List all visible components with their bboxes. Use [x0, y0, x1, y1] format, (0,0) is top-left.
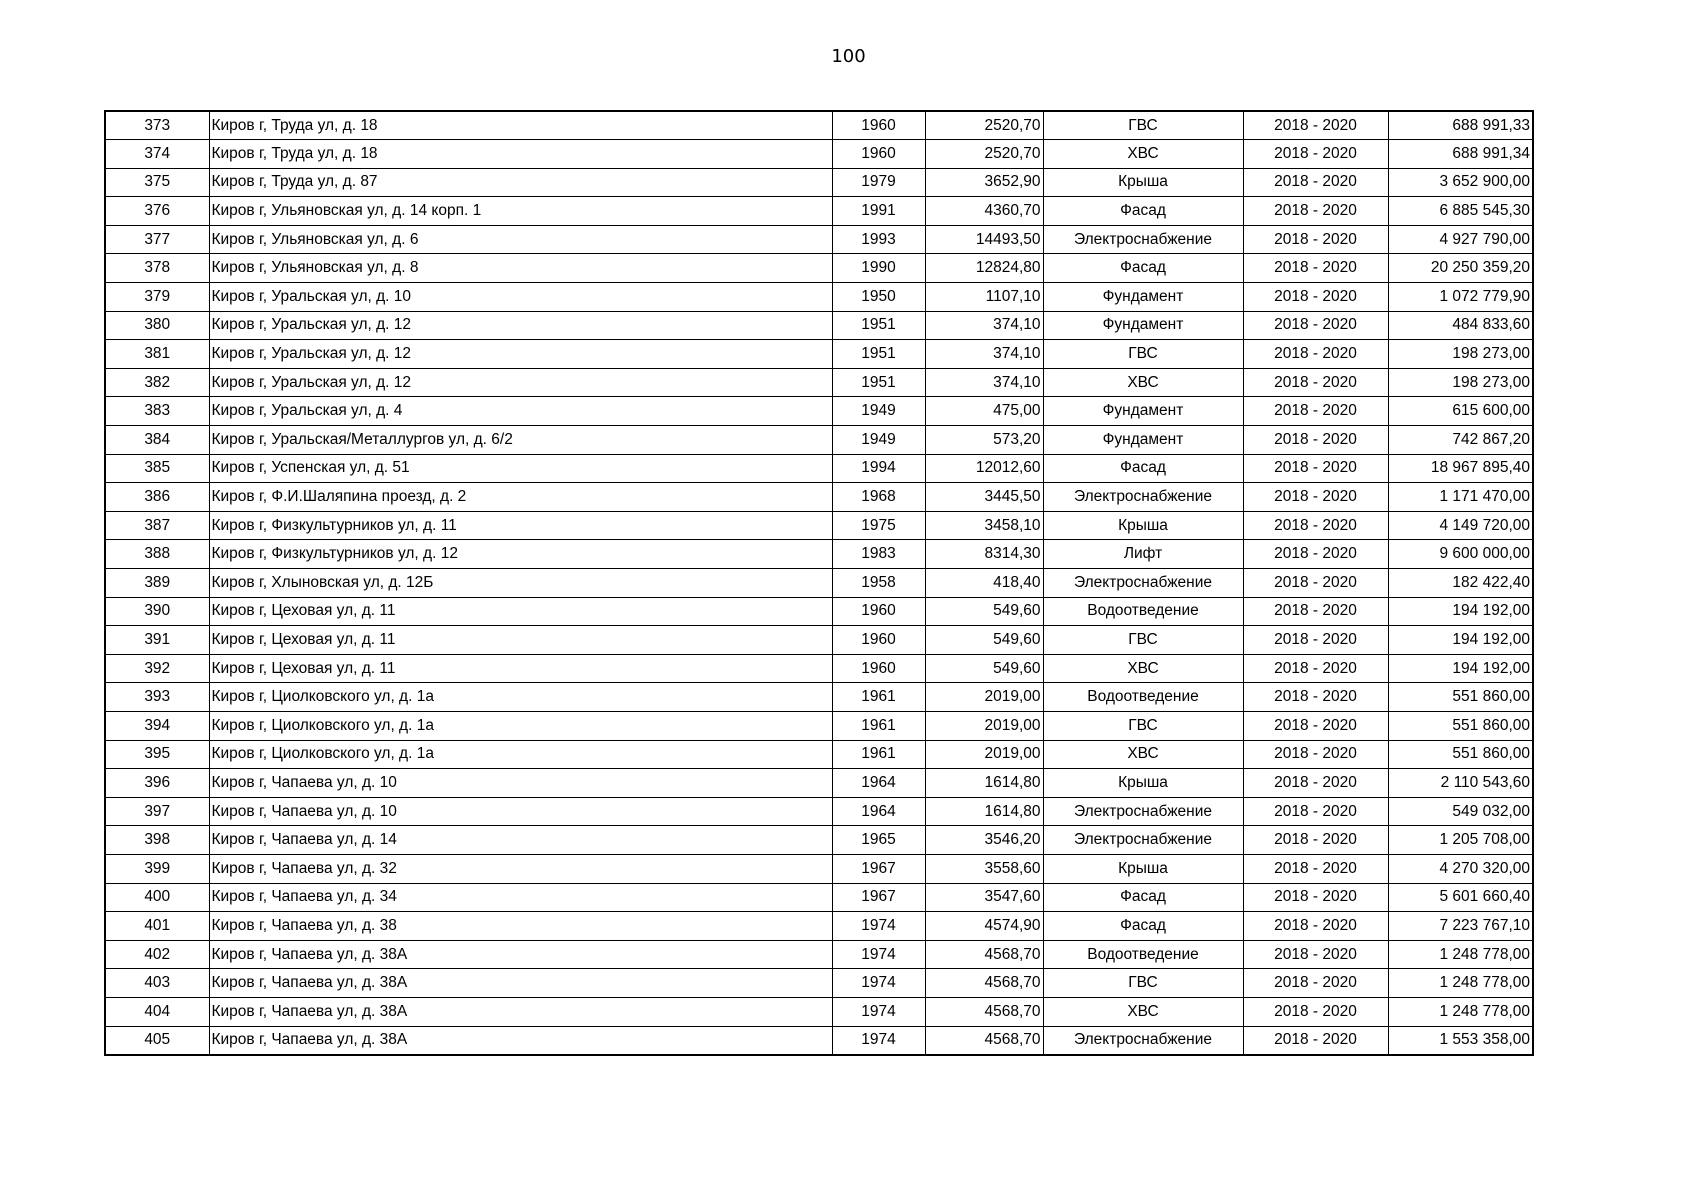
year-built-cell: 1951 — [832, 340, 925, 369]
area-cell: 549,60 — [925, 654, 1043, 683]
year-built-cell: 1958 — [832, 569, 925, 598]
period-cell: 2018 - 2020 — [1243, 340, 1388, 369]
work-type-cell: Фундамент — [1043, 426, 1243, 455]
row-number-cell: 399 — [105, 854, 209, 883]
period-cell: 2018 - 2020 — [1243, 426, 1388, 455]
area-cell: 1107,10 — [925, 283, 1043, 312]
area-cell: 2019,00 — [925, 740, 1043, 769]
row-number-cell: 382 — [105, 368, 209, 397]
address-cell: Киров г, Труда ул, д. 87 — [209, 168, 832, 197]
cost-cell: 4 270 320,00 — [1388, 854, 1533, 883]
period-cell: 2018 - 2020 — [1243, 940, 1388, 969]
cost-cell: 1 248 778,00 — [1388, 940, 1533, 969]
page-number: 100 — [831, 46, 866, 67]
cost-cell: 7 223 767,10 — [1388, 912, 1533, 941]
row-number-cell: 400 — [105, 883, 209, 912]
address-cell: Киров г, Уральская ул, д. 12 — [209, 340, 832, 369]
cost-cell: 1 072 779,90 — [1388, 283, 1533, 312]
row-number-cell: 396 — [105, 769, 209, 798]
period-cell: 2018 - 2020 — [1243, 1026, 1388, 1055]
records-table — [104, 110, 1534, 1056]
period-cell: 2018 - 2020 — [1243, 997, 1388, 1026]
row-number-cell: 383 — [105, 397, 209, 426]
address-cell: Киров г, Циолковского ул, д. 1а — [209, 740, 832, 769]
cost-cell: 688 991,33 — [1388, 111, 1533, 140]
period-cell: 2018 - 2020 — [1243, 683, 1388, 712]
area-cell: 1614,80 — [925, 769, 1043, 798]
year-built-cell: 1991 — [832, 197, 925, 226]
work-type-cell: ХВС — [1043, 140, 1243, 169]
period-cell: 2018 - 2020 — [1243, 597, 1388, 626]
table-row — [105, 569, 1533, 598]
area-cell: 2019,00 — [925, 683, 1043, 712]
row-number-cell: 374 — [105, 140, 209, 169]
area-cell: 374,10 — [925, 368, 1043, 397]
table-row — [105, 254, 1533, 283]
year-built-cell: 1951 — [832, 368, 925, 397]
work-type-cell: ГВС — [1043, 969, 1243, 998]
period-cell: 2018 - 2020 — [1243, 969, 1388, 998]
area-cell: 3546,20 — [925, 826, 1043, 855]
area-cell: 3547,60 — [925, 883, 1043, 912]
cost-cell: 484 833,60 — [1388, 311, 1533, 340]
year-built-cell: 1994 — [832, 454, 925, 483]
area-cell: 2520,70 — [925, 140, 1043, 169]
period-cell: 2018 - 2020 — [1243, 197, 1388, 226]
table-row — [105, 340, 1533, 369]
cost-cell: 1 248 778,00 — [1388, 997, 1533, 1026]
area-cell: 4568,70 — [925, 969, 1043, 998]
table-row — [105, 969, 1533, 998]
year-built-cell: 1975 — [832, 511, 925, 540]
work-type-cell: Фундамент — [1043, 283, 1243, 312]
row-number-cell: 386 — [105, 483, 209, 512]
table-row — [105, 397, 1533, 426]
address-cell: Киров г, Цеховая ул, д. 11 — [209, 654, 832, 683]
year-built-cell: 1960 — [832, 626, 925, 655]
table-row — [105, 597, 1533, 626]
area-cell: 1614,80 — [925, 797, 1043, 826]
table-row — [105, 997, 1533, 1026]
year-built-cell: 1961 — [832, 683, 925, 712]
table-row — [105, 225, 1533, 254]
area-cell: 14493,50 — [925, 225, 1043, 254]
row-number-cell: 385 — [105, 454, 209, 483]
address-cell: Киров г, Чапаева ул, д. 38А — [209, 1026, 832, 1055]
work-type-cell: Лифт — [1043, 540, 1243, 569]
work-type-cell: Электроснабжение — [1043, 797, 1243, 826]
work-type-cell: Электроснабжение — [1043, 569, 1243, 598]
row-number-cell: 375 — [105, 168, 209, 197]
work-type-cell: Фундамент — [1043, 397, 1243, 426]
cost-cell: 1 171 470,00 — [1388, 483, 1533, 512]
area-cell: 374,10 — [925, 340, 1043, 369]
area-cell: 2019,00 — [925, 711, 1043, 740]
address-cell: Киров г, Цеховая ул, д. 11 — [209, 626, 832, 655]
row-number-cell: 390 — [105, 597, 209, 626]
work-type-cell: Электроснабжение — [1043, 225, 1243, 254]
cost-cell: 551 860,00 — [1388, 740, 1533, 769]
cost-cell: 194 192,00 — [1388, 654, 1533, 683]
year-built-cell: 1949 — [832, 426, 925, 455]
address-cell: Киров г, Чапаева ул, д. 34 — [209, 883, 832, 912]
work-type-cell: ХВС — [1043, 654, 1243, 683]
work-type-cell: ХВС — [1043, 740, 1243, 769]
period-cell: 2018 - 2020 — [1243, 311, 1388, 340]
work-type-cell: ГВС — [1043, 111, 1243, 140]
table-row — [105, 912, 1533, 941]
row-number-cell: 389 — [105, 569, 209, 598]
work-type-cell: Крыша — [1043, 168, 1243, 197]
address-cell: Киров г, Чапаева ул, д. 38А — [209, 940, 832, 969]
address-cell: Киров г, Чапаева ул, д. 38А — [209, 969, 832, 998]
address-cell: Киров г, Успенская ул, д. 51 — [209, 454, 832, 483]
table-row — [105, 797, 1533, 826]
work-type-cell: Электроснабжение — [1043, 483, 1243, 512]
work-type-cell: Фундамент — [1043, 311, 1243, 340]
cost-cell: 198 273,00 — [1388, 340, 1533, 369]
period-cell: 2018 - 2020 — [1243, 540, 1388, 569]
period-cell: 2018 - 2020 — [1243, 168, 1388, 197]
work-type-cell: Электроснабжение — [1043, 1026, 1243, 1055]
cost-cell: 6 885 545,30 — [1388, 197, 1533, 226]
year-built-cell: 1974 — [832, 997, 925, 1026]
cost-cell: 182 422,40 — [1388, 569, 1533, 598]
work-type-cell: Фасад — [1043, 454, 1243, 483]
area-cell: 12012,60 — [925, 454, 1043, 483]
year-built-cell: 1950 — [832, 283, 925, 312]
address-cell: Киров г, Физкультурников ул, д. 11 — [209, 511, 832, 540]
period-cell: 2018 - 2020 — [1243, 654, 1388, 683]
cost-cell: 551 860,00 — [1388, 711, 1533, 740]
work-type-cell: Крыша — [1043, 769, 1243, 798]
work-type-cell: Фасад — [1043, 254, 1243, 283]
work-type-cell: ХВС — [1043, 368, 1243, 397]
year-built-cell: 1960 — [832, 111, 925, 140]
cost-cell: 1 553 358,00 — [1388, 1026, 1533, 1055]
address-cell: Киров г, Цеховая ул, д. 11 — [209, 597, 832, 626]
row-number-cell: 392 — [105, 654, 209, 683]
cost-cell: 4 927 790,00 — [1388, 225, 1533, 254]
table-row — [105, 854, 1533, 883]
address-cell: Киров г, Ульяновская ул, д. 6 — [209, 225, 832, 254]
address-cell: Киров г, Чапаева ул, д. 10 — [209, 797, 832, 826]
row-number-cell: 379 — [105, 283, 209, 312]
row-number-cell: 387 — [105, 511, 209, 540]
period-cell: 2018 - 2020 — [1243, 397, 1388, 426]
year-built-cell: 1965 — [832, 826, 925, 855]
period-cell: 2018 - 2020 — [1243, 826, 1388, 855]
cost-cell: 3 652 900,00 — [1388, 168, 1533, 197]
year-built-cell: 1964 — [832, 797, 925, 826]
row-number-cell: 405 — [105, 1026, 209, 1055]
area-cell: 12824,80 — [925, 254, 1043, 283]
table-row — [105, 883, 1533, 912]
address-cell: Киров г, Чапаева ул, д. 10 — [209, 769, 832, 798]
table-row — [105, 283, 1533, 312]
period-cell: 2018 - 2020 — [1243, 283, 1388, 312]
cost-cell: 5 601 660,40 — [1388, 883, 1533, 912]
work-type-cell: ГВС — [1043, 340, 1243, 369]
period-cell: 2018 - 2020 — [1243, 912, 1388, 941]
table-row — [105, 740, 1533, 769]
year-built-cell: 1974 — [832, 912, 925, 941]
period-cell: 2018 - 2020 — [1243, 883, 1388, 912]
row-number-cell: 388 — [105, 540, 209, 569]
row-number-cell: 381 — [105, 340, 209, 369]
area-cell: 418,40 — [925, 569, 1043, 598]
cost-cell: 194 192,00 — [1388, 597, 1533, 626]
address-cell: Киров г, Ф.И.Шаляпина проезд, д. 2 — [209, 483, 832, 512]
year-built-cell: 1967 — [832, 883, 925, 912]
year-built-cell: 1961 — [832, 740, 925, 769]
row-number-cell: 378 — [105, 254, 209, 283]
cost-cell: 615 600,00 — [1388, 397, 1533, 426]
period-cell: 2018 - 2020 — [1243, 140, 1388, 169]
work-type-cell: Водоотведение — [1043, 940, 1243, 969]
year-built-cell: 1993 — [832, 225, 925, 254]
area-cell: 4568,70 — [925, 940, 1043, 969]
row-number-cell: 397 — [105, 797, 209, 826]
cost-cell: 742 867,20 — [1388, 426, 1533, 455]
table-row — [105, 454, 1533, 483]
area-cell: 475,00 — [925, 397, 1043, 426]
period-cell: 2018 - 2020 — [1243, 569, 1388, 598]
area-cell: 4574,90 — [925, 912, 1043, 941]
work-type-cell: Фасад — [1043, 883, 1243, 912]
table-row — [105, 483, 1533, 512]
area-cell: 3445,50 — [925, 483, 1043, 512]
table-row — [105, 654, 1533, 683]
area-cell: 3558,60 — [925, 854, 1043, 883]
address-cell: Киров г, Ульяновская ул, д. 14 корп. 1 — [209, 197, 832, 226]
row-number-cell: 380 — [105, 311, 209, 340]
year-built-cell: 1960 — [832, 140, 925, 169]
year-built-cell: 1990 — [832, 254, 925, 283]
area-cell: 549,60 — [925, 597, 1043, 626]
row-number-cell: 401 — [105, 912, 209, 941]
table-row — [105, 540, 1533, 569]
address-cell: Киров г, Чапаева ул, д. 38А — [209, 997, 832, 1026]
year-built-cell: 1974 — [832, 1026, 925, 1055]
address-cell: Киров г, Физкультурников ул, д. 12 — [209, 540, 832, 569]
period-cell: 2018 - 2020 — [1243, 111, 1388, 140]
cost-cell: 2 110 543,60 — [1388, 769, 1533, 798]
area-cell: 4568,70 — [925, 997, 1043, 1026]
area-cell: 4568,70 — [925, 1026, 1043, 1055]
row-number-cell: 403 — [105, 969, 209, 998]
period-cell: 2018 - 2020 — [1243, 740, 1388, 769]
year-built-cell: 1979 — [832, 168, 925, 197]
address-cell: Киров г, Чапаева ул, д. 32 — [209, 854, 832, 883]
period-cell: 2018 - 2020 — [1243, 483, 1388, 512]
address-cell: Киров г, Уральская ул, д. 12 — [209, 311, 832, 340]
period-cell: 2018 - 2020 — [1243, 711, 1388, 740]
row-number-cell: 395 — [105, 740, 209, 769]
work-type-cell: Крыша — [1043, 511, 1243, 540]
address-cell: Киров г, Труда ул, д. 18 — [209, 140, 832, 169]
table-row — [105, 140, 1533, 169]
work-type-cell: ГВС — [1043, 711, 1243, 740]
row-number-cell: 373 — [105, 111, 209, 140]
cost-cell: 1 248 778,00 — [1388, 969, 1533, 998]
row-number-cell: 393 — [105, 683, 209, 712]
year-built-cell: 1983 — [832, 540, 925, 569]
year-built-cell: 1967 — [832, 854, 925, 883]
work-type-cell: Электроснабжение — [1043, 826, 1243, 855]
address-cell: Киров г, Циолковского ул, д. 1а — [209, 711, 832, 740]
area-cell: 573,20 — [925, 426, 1043, 455]
area-cell: 2520,70 — [925, 111, 1043, 140]
address-cell: Киров г, Уральская ул, д. 4 — [209, 397, 832, 426]
work-type-cell: Крыша — [1043, 854, 1243, 883]
row-number-cell: 398 — [105, 826, 209, 855]
table-row — [105, 826, 1533, 855]
cost-cell: 1 205 708,00 — [1388, 826, 1533, 855]
address-cell: Киров г, Ульяновская ул, д. 8 — [209, 254, 832, 283]
table-row — [105, 168, 1533, 197]
table-row — [105, 111, 1533, 140]
area-cell: 4360,70 — [925, 197, 1043, 226]
table-row — [105, 626, 1533, 655]
cost-cell: 4 149 720,00 — [1388, 511, 1533, 540]
records-table-body — [105, 111, 1533, 1055]
area-cell: 8314,30 — [925, 540, 1043, 569]
table-row — [105, 769, 1533, 798]
work-type-cell: Водоотведение — [1043, 683, 1243, 712]
table-row — [105, 311, 1533, 340]
period-cell: 2018 - 2020 — [1243, 454, 1388, 483]
row-number-cell: 384 — [105, 426, 209, 455]
year-built-cell: 1964 — [832, 769, 925, 798]
area-cell: 3458,10 — [925, 511, 1043, 540]
year-built-cell: 1949 — [832, 397, 925, 426]
year-built-cell: 1974 — [832, 969, 925, 998]
cost-cell: 549 032,00 — [1388, 797, 1533, 826]
address-cell: Киров г, Уральская ул, д. 12 — [209, 368, 832, 397]
row-number-cell: 391 — [105, 626, 209, 655]
table-row — [105, 368, 1533, 397]
period-cell: 2018 - 2020 — [1243, 511, 1388, 540]
row-number-cell: 394 — [105, 711, 209, 740]
table-row — [105, 940, 1533, 969]
period-cell: 2018 - 2020 — [1243, 368, 1388, 397]
row-number-cell: 402 — [105, 940, 209, 969]
area-cell: 3652,90 — [925, 168, 1043, 197]
period-cell: 2018 - 2020 — [1243, 626, 1388, 655]
address-cell: Киров г, Уральская/Металлургов ул, д. 6/2 — [209, 426, 832, 455]
cost-cell: 20 250 359,20 — [1388, 254, 1533, 283]
cost-cell: 194 192,00 — [1388, 626, 1533, 655]
address-cell: Киров г, Труда ул, д. 18 — [209, 111, 832, 140]
table-row — [105, 426, 1533, 455]
address-cell: Киров г, Чапаева ул, д. 38 — [209, 912, 832, 941]
table-row — [105, 197, 1533, 226]
year-built-cell: 1974 — [832, 940, 925, 969]
work-type-cell: Водоотведение — [1043, 597, 1243, 626]
table-row — [105, 683, 1533, 712]
address-cell: Киров г, Чапаева ул, д. 14 — [209, 826, 832, 855]
work-type-cell: ХВС — [1043, 997, 1243, 1026]
cost-cell: 18 967 895,40 — [1388, 454, 1533, 483]
period-cell: 2018 - 2020 — [1243, 854, 1388, 883]
row-number-cell: 376 — [105, 197, 209, 226]
table-row — [105, 1026, 1533, 1055]
work-type-cell: Фасад — [1043, 197, 1243, 226]
period-cell: 2018 - 2020 — [1243, 797, 1388, 826]
row-number-cell: 404 — [105, 997, 209, 1026]
year-built-cell: 1961 — [832, 711, 925, 740]
period-cell: 2018 - 2020 — [1243, 225, 1388, 254]
year-built-cell: 1968 — [832, 483, 925, 512]
area-cell: 374,10 — [925, 311, 1043, 340]
row-number-cell: 377 — [105, 225, 209, 254]
period-cell: 2018 - 2020 — [1243, 769, 1388, 798]
period-cell: 2018 - 2020 — [1243, 254, 1388, 283]
address-cell: Киров г, Циолковского ул, д. 1а — [209, 683, 832, 712]
table-row — [105, 711, 1533, 740]
address-cell: Киров г, Хлыновская ул, д. 12Б — [209, 569, 832, 598]
year-built-cell: 1960 — [832, 597, 925, 626]
table-row — [105, 511, 1533, 540]
cost-cell: 688 991,34 — [1388, 140, 1533, 169]
area-cell: 549,60 — [925, 626, 1043, 655]
address-cell: Киров г, Уральская ул, д. 10 — [209, 283, 832, 312]
year-built-cell: 1960 — [832, 654, 925, 683]
cost-cell: 198 273,00 — [1388, 368, 1533, 397]
work-type-cell: ГВС — [1043, 626, 1243, 655]
year-built-cell: 1951 — [832, 311, 925, 340]
cost-cell: 9 600 000,00 — [1388, 540, 1533, 569]
cost-cell: 551 860,00 — [1388, 683, 1533, 712]
work-type-cell: Фасад — [1043, 912, 1243, 941]
